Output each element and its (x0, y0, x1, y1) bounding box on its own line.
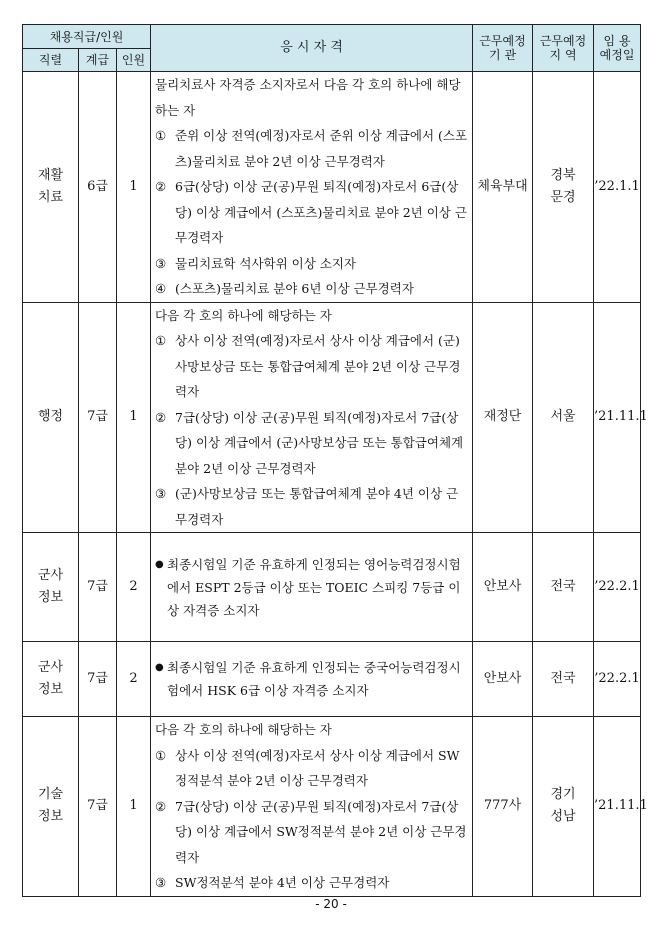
qualification-cell (151, 72, 473, 303)
header-grade: 계급 (79, 49, 117, 72)
location-cell: 전국 (533, 533, 594, 642)
rank-cell: 기술 정보 (23, 717, 79, 897)
qualification-item (155, 870, 469, 896)
header-work-agency: 근무예정 기 관 (473, 25, 533, 72)
item-number: ③ (155, 875, 167, 890)
qualification-cell (151, 533, 473, 642)
qualification-text: 상사 이상 전역(예정)자로서 상사 이상 계급에서 SW정적분석 분야 2년 이상 근무경력자 (175, 747, 460, 788)
headcount-cell: 2 (117, 642, 151, 717)
appointment-date-cell: ’21.11.1 (594, 302, 641, 533)
item-number: ② (155, 409, 167, 425)
rank-cell: 군사 정보 (23, 642, 79, 717)
qualification-item (155, 743, 469, 794)
headcount-cell: 1 (117, 717, 151, 897)
location-cell: 전국 (533, 642, 594, 717)
appointment-date-cell: ’21.11.1 (594, 717, 641, 897)
table-row (23, 302, 641, 533)
appointment-date-cell: ’22.2.1 (594, 642, 641, 717)
qualification-text: 7급(상당) 이상 군(공)무원 퇴직(예정)자로서 7급(상당) 이상 계급에서 (군)사망보상금 또는 통합급여체계 분야 2년 이상 근무경력자 (175, 409, 464, 476)
header-qualification: 응 시 자 격 (151, 25, 473, 72)
qualification-cell (151, 717, 473, 897)
location-cell: 경북 문경 (533, 72, 594, 303)
qualification-text: SW정적분석 분야 4년 이상 근무경력자 (175, 875, 390, 890)
item-number: ② (155, 798, 167, 814)
qualification-cell (151, 302, 473, 533)
header-count: 인원 (117, 49, 151, 72)
qualification-item (155, 276, 469, 302)
rank-cell: 군사 정보 (23, 533, 79, 642)
table-row (23, 533, 641, 642)
agency-cell: 777사 (473, 717, 533, 897)
grade-cell: 7급 (79, 717, 117, 897)
qualification-text: 6급(상당) 이상 군(공)무원 퇴직(예정)자로서 6급(상당) 이상 계급에서 (스포츠)물리치료 분야 2년 이상 근무경력자 (175, 179, 467, 245)
agency-cell: 체육부대 (473, 72, 533, 303)
location-cell: 서울 (533, 302, 594, 533)
qualification-item (155, 794, 469, 871)
qualification-item (155, 553, 469, 622)
qualification-item (155, 123, 469, 174)
grade-cell: 6급 (79, 72, 117, 303)
table-row (23, 72, 641, 303)
qualification-intro: 다음 각 호의 하나에 해당하는 자 (155, 722, 332, 737)
qualification-item (155, 328, 469, 405)
qualification-cell (151, 642, 473, 717)
qualification-text: 최종시험일 기준 유효하게 인정되는 영어능력검정시험에서 ESPT 2등급 이상 또는 TOEIC 스피킹 7등급 이상 자격증 소지자 (167, 556, 461, 618)
rank-cell: 재활 치료 (23, 72, 79, 303)
qualification-text: 물리치료학 석사학위 이상 소지자 (175, 255, 357, 271)
headcount-cell: 2 (117, 533, 151, 642)
page-number: - 20 - (315, 897, 347, 911)
qualification-intro: 다음 각 호의 하나에 해당하는 자 (155, 307, 332, 323)
location-cell: 경기 성남 (533, 717, 594, 897)
qualification-item (155, 251, 469, 277)
qualification-text: 최종시험일 기준 유효하게 인정되는 중국어능력검정시험에서 HSK 6급 이상 자격증 소지자 (167, 660, 461, 698)
qualification-intro: 물리치료사 자격증 소지자로서 다음 각 호의 하나에 해당하는 자 (155, 77, 461, 118)
headcount-cell: 1 (117, 72, 151, 303)
qualification-text: (군)사망보상금 또는 통합급여체계 분야 4년 이상 근무경력자 (175, 486, 459, 527)
item-number: ① (155, 128, 167, 143)
qualification-item (155, 174, 469, 251)
qualification-text: (스포츠)물리치료 분야 6년 이상 근무경력자 (175, 281, 414, 296)
grade-cell: 7급 (79, 642, 117, 717)
qualification-text: 상사 이상 전역(예정)자로서 상사 이상 계급에서 (군)사망보상금 또는 통합급여체계 분야 2년 이상 근무경력자 (175, 333, 461, 399)
header-rank: 직렬 (23, 49, 79, 72)
grade-cell: 7급 (79, 533, 117, 642)
appointment-date-cell: ’22.1.1 (594, 72, 641, 303)
bullet-icon: ● (155, 662, 164, 673)
agency-cell: 안보사 (473, 642, 533, 717)
agency-cell: 재정단 (473, 302, 533, 533)
grade-cell: 7급 (79, 302, 117, 533)
agency-cell: 안보사 (473, 533, 533, 642)
header-appointment-date: 임 용 예정일 (594, 25, 641, 72)
qualification-text: 7급(상당) 이상 군(공)무원 퇴직(예정)자로서 7급(상당) 이상 계급에서 SW정적분석 분야 2년 이상 근무경력자 (175, 798, 467, 865)
table-row (23, 642, 641, 717)
qualification-item (155, 481, 469, 532)
qualification-item (155, 405, 469, 482)
header-position-group: 채용직급/인원 (23, 25, 151, 49)
table-row (23, 717, 641, 897)
item-number: ① (155, 747, 167, 763)
bullet-icon: ● (155, 558, 164, 570)
qualification-text: 준위 이상 전역(예정)자로서 준위 이상 계급에서 (스포츠)물리치료 분야 2년 이상 근무경력자 (175, 128, 468, 169)
item-number: ③ (155, 486, 167, 501)
headcount-cell: 1 (117, 302, 151, 533)
item-number: ① (155, 333, 167, 348)
item-number: ② (155, 179, 167, 194)
header-work-location: 근무예정 지 역 (533, 25, 594, 72)
item-number: ③ (155, 255, 167, 271)
recruitment-table (22, 24, 648, 897)
rank-cell: 행정 (23, 302, 79, 533)
item-number: ④ (155, 281, 167, 296)
appointment-date-cell: ’22.2.1 (594, 533, 641, 642)
qualification-item (155, 656, 469, 702)
